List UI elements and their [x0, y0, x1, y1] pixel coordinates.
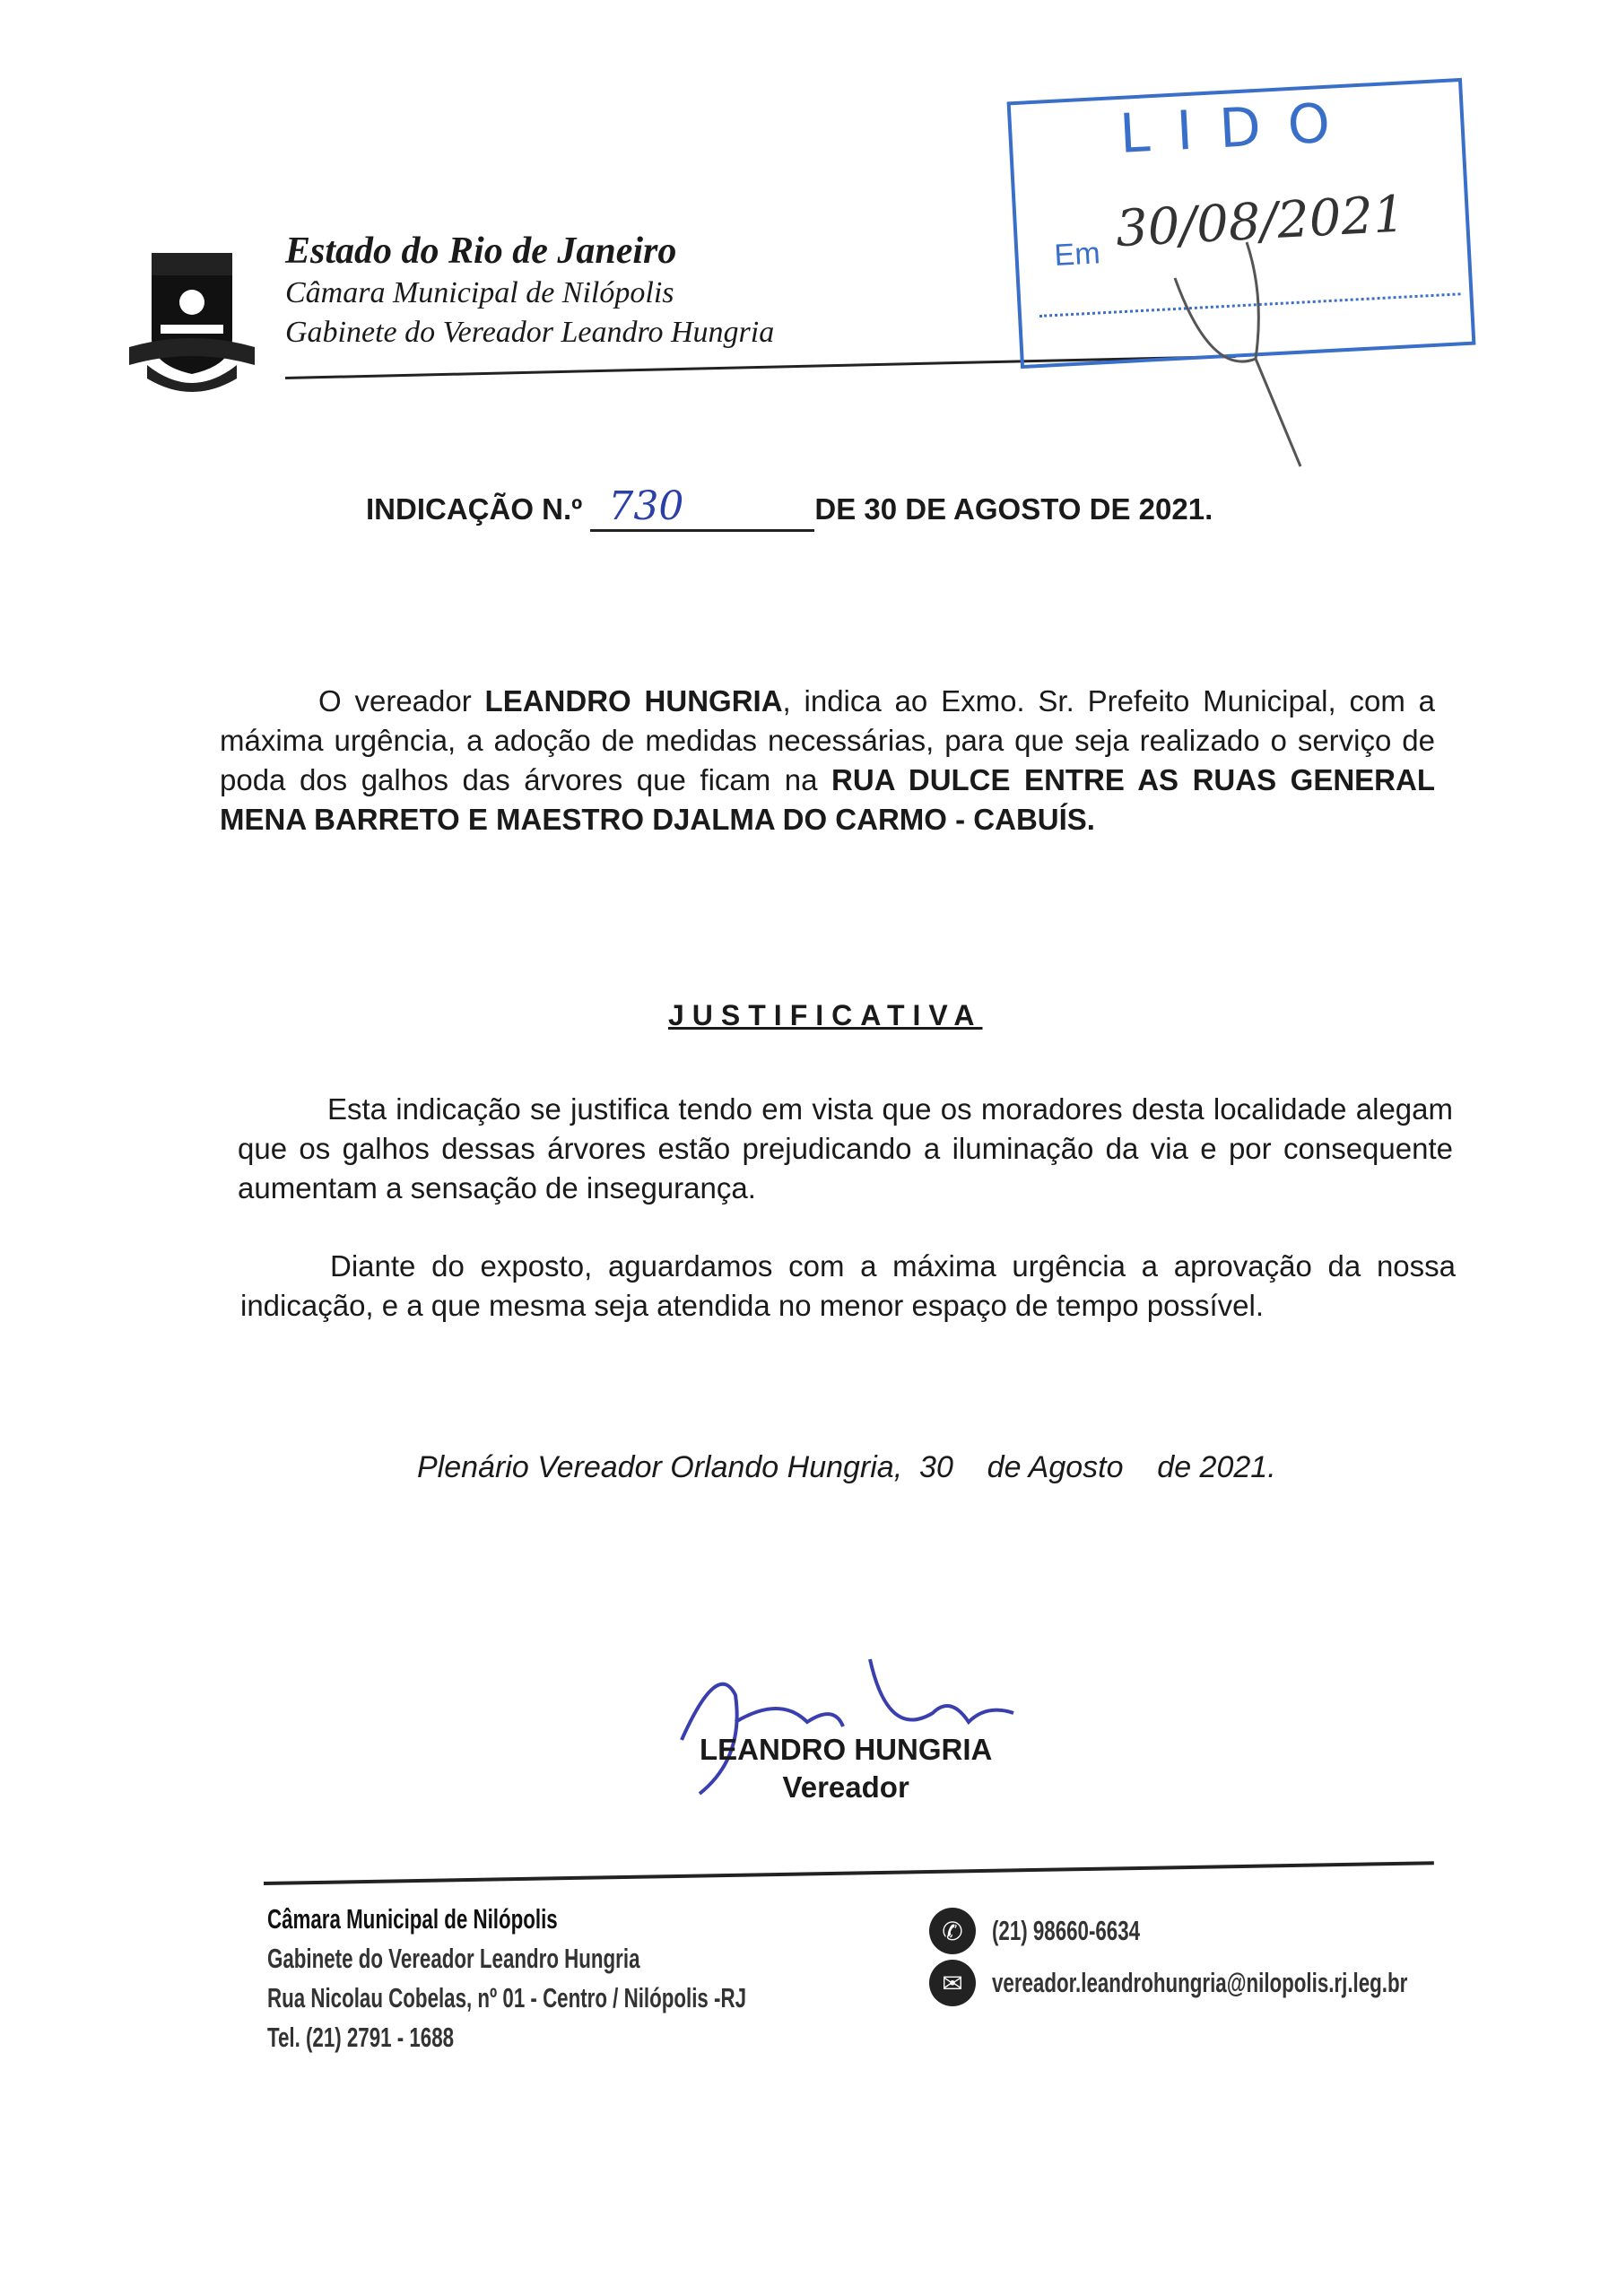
signatory-name: LEANDRO HUNGRIA	[700, 1733, 993, 1766]
stamp-label: LIDO	[1118, 91, 1359, 166]
footer-email: vereador.leandrohungria@nilopolis.rj.leg.br	[992, 1967, 1408, 1998]
footer-line: Tel. (21) 2791 - 1688	[267, 2022, 455, 2053]
signature-block	[700, 1731, 992, 1806]
councilor-name: LEANDRO HUNGRIA	[484, 684, 783, 718]
footer-address	[267, 1900, 933, 2057]
whatsapp-icon: ✆	[929, 1908, 976, 1954]
stamp-em: Em	[1053, 236, 1101, 273]
letterhead	[285, 229, 774, 352]
footer-line: Câmara Municipal de Nilópolis	[267, 1903, 558, 1935]
chamber-name: Câmara Municipal de Nilópolis	[285, 276, 674, 309]
justification-paragraph	[238, 1090, 1453, 1208]
signatory-role: Vereador	[782, 1770, 909, 1804]
p3-text: Diante do exposto, aguardamos com a máxima urgência a aprovação da nossa indicação, e a que mesma seja atendida no menor espaço de tempo possível.	[240, 1249, 1456, 1322]
office-name: Gabinete do Vereador Leandro Hungria	[285, 316, 775, 349]
state-name: Estado do Rio de Janeiro	[285, 230, 677, 272]
p1-text: O vereador	[318, 684, 485, 718]
justification-heading: JUSTIFICATIVA	[668, 999, 983, 1031]
stamp-initials-scribble	[1157, 224, 1336, 475]
conclusion-paragraph	[240, 1247, 1456, 1326]
footer-phone: (21) 98660-6634	[992, 1915, 1141, 1946]
footer-divider	[264, 1861, 1434, 1885]
indicacao-title	[366, 484, 1213, 532]
closing-place-date: Plenário Vereador Orlando Hungria, 30 de Agosto de 2021.	[417, 1450, 1276, 1484]
footer-line: Rua Nicolau Cobelas, nº 01 - Centro / Nilópolis -RJ	[267, 1982, 746, 2013]
footer-line: Gabinete do Vereador Leandro Hungria	[267, 1943, 640, 1974]
envelope-icon: ✉	[929, 1960, 976, 2006]
indicacao-date: DE 30 DE AGOSTO DE 2021.	[814, 492, 1213, 526]
indication-paragraph	[220, 682, 1435, 839]
footer-contacts	[929, 1905, 1569, 2009]
location: RUA DULCE ENTRE AS RUAS GENERAL MENA BARRETO E MAESTRO DJALMA DO CARMO - CABUÍS.	[220, 763, 1435, 836]
stamp-date: 30/08/2021	[1114, 185, 1407, 259]
municipal-coat-of-arms-logo	[125, 248, 259, 396]
indicacao-prefix: INDICAÇÃO N.º	[366, 492, 583, 526]
p2-text: Esta indicação se justifica tendo em vista que os moradores desta localidade alegam que os galhos dessas árvores estão prejudicando a iluminação da via e por consequente aumentam a sensação de insegurança.	[238, 1092, 1453, 1205]
p1-text-cont: , indica ao Exmo. Sr. Prefeito Municipal, com a máxima urgência, a adoção de medidas necessárias, para que seja realizado o serviço de poda dos galhos das árvores que ficam na	[220, 684, 1436, 796]
indicacao-number: 730	[590, 484, 814, 532]
